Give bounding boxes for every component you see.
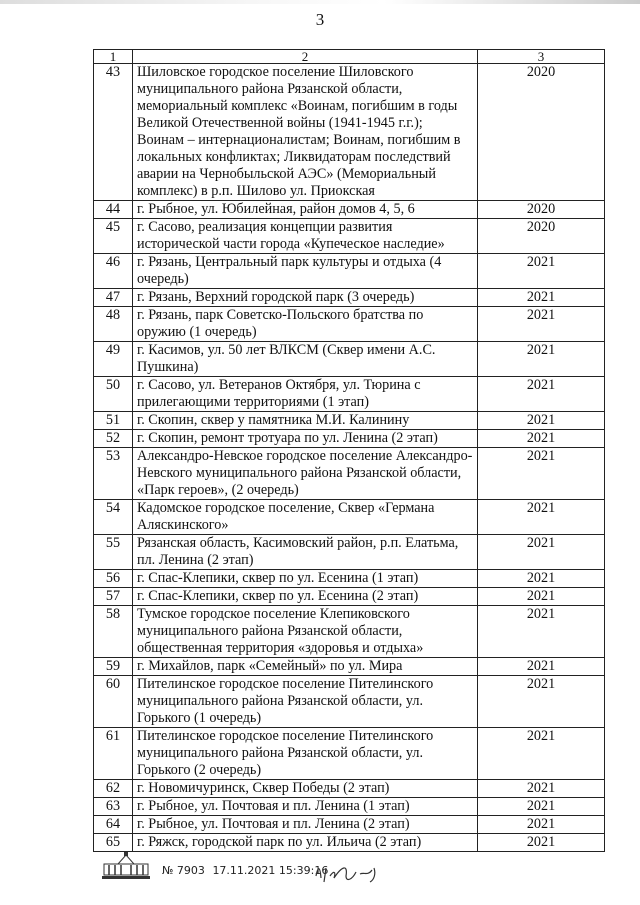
- row-number: 44: [94, 201, 133, 219]
- row-year: 2021: [478, 834, 605, 852]
- table-row: [94, 780, 605, 798]
- row-description: Рязанская область, Касимовский район, р.п. Елатьма, пл. Ленина (2 этап): [133, 535, 478, 570]
- row-year: 2021: [478, 570, 605, 588]
- row-number: 50: [94, 377, 133, 412]
- row-number: 47: [94, 289, 133, 307]
- row-description: г. Спас-Клепики, сквер по ул. Есенина (1 этап): [133, 570, 478, 588]
- row-number: 53: [94, 448, 133, 500]
- row-number: 43: [94, 64, 133, 201]
- row-year: 2020: [478, 64, 605, 201]
- table-row: [94, 219, 605, 254]
- register-table-body: [94, 50, 605, 852]
- table-row: [94, 816, 605, 834]
- table-row: [94, 430, 605, 448]
- row-year: 2021: [478, 535, 605, 570]
- row-year: 2021: [478, 500, 605, 535]
- row-year: 2021: [478, 606, 605, 658]
- row-year: 2020: [478, 201, 605, 219]
- row-year: 2021: [478, 798, 605, 816]
- row-number: 59: [94, 658, 133, 676]
- row-description: г. Сасово, реализация концепции развития исторической части города «Купеческое наследие»: [133, 219, 478, 254]
- row-number: 51: [94, 412, 133, 430]
- row-description: г. Касимов, ул. 50 лет ВЛКСМ (Сквер имени А.С. Пушкина): [133, 342, 478, 377]
- table-row: [94, 535, 605, 570]
- row-number: 63: [94, 798, 133, 816]
- table-row: [94, 64, 605, 201]
- row-number: 58: [94, 606, 133, 658]
- table-row: [94, 500, 605, 535]
- row-description: г. Рязань, Верхний городской парк (3 очередь): [133, 289, 478, 307]
- row-number: 65: [94, 834, 133, 852]
- row-number: 61: [94, 728, 133, 780]
- table-row: [94, 834, 605, 852]
- header-col-1: 1: [94, 50, 133, 64]
- row-year: 2021: [478, 289, 605, 307]
- row-description: г. Рыбное, ул. Юбилейная, район домов 4, 5, 6: [133, 201, 478, 219]
- row-year: 2021: [478, 342, 605, 377]
- row-description: г. Новомичуринск, Сквер Победы (2 этап): [133, 780, 478, 798]
- table-row: [94, 377, 605, 412]
- row-year: 2021: [478, 780, 605, 798]
- row-year: 2021: [478, 588, 605, 606]
- row-number: 60: [94, 676, 133, 728]
- row-year: 2021: [478, 254, 605, 289]
- row-description: г. Спас-Клепики, сквер по ул. Есенина (2 этап): [133, 588, 478, 606]
- row-description: Кадомское городское поселение, Сквер «Германа Аляскинского»: [133, 500, 478, 535]
- page-number: 3: [315, 10, 325, 29]
- row-year: 2021: [478, 816, 605, 834]
- row-number: 57: [94, 588, 133, 606]
- row-number: 54: [94, 500, 133, 535]
- register-table: [93, 49, 605, 852]
- table-row: [94, 570, 605, 588]
- stamp-text: [162, 864, 332, 877]
- footer-stamp: [100, 852, 400, 892]
- row-year: 2021: [478, 412, 605, 430]
- row-description: Пителинское городское поселение Пителинского муниципального района Рязанской области, ул. Горького (2 очередь): [133, 728, 478, 780]
- row-description: г. Рыбное, ул. Почтовая и пл. Ленина (1 этап): [133, 798, 478, 816]
- table-row: [94, 448, 605, 500]
- doc-number: № 7903: [162, 864, 205, 877]
- row-number: 48: [94, 307, 133, 342]
- signature: [312, 858, 382, 886]
- table-row: [94, 728, 605, 780]
- table-row: [94, 342, 605, 377]
- row-year: 2021: [478, 307, 605, 342]
- row-description: г. Рязань, Центральный парк культуры и отдыха (4 очередь): [133, 254, 478, 289]
- row-number: 45: [94, 219, 133, 254]
- row-description: Пителинское городское поселение Пителинского муниципального района Рязанской области, ул. Горького (1 очередь): [133, 676, 478, 728]
- row-year: 2020: [478, 219, 605, 254]
- row-description: г. Ряжск, городской парк по ул. Ильича (2 этап): [133, 834, 478, 852]
- row-description: г. Рязань, парк Советско-Польского братства по оружию (1 очередь): [133, 307, 478, 342]
- row-description: Шиловское городское поселение Шиловского муниципального района Рязанской области, мемориальный комплекс «Воинам, погибшим в годы Великой Отечественной войны (1941-1945 г.г.); Воинам – интернационалистам; Воинам, погибшим в локальных конфликтах; Ликвидаторам последствий аварии на Чернобыльской АЭС» (Мемориальный комплекс) в р.п. Шилово ул. Приокская: [133, 64, 478, 201]
- row-number: 46: [94, 254, 133, 289]
- table-row: [94, 676, 605, 728]
- row-number: 62: [94, 780, 133, 798]
- government-building-icon: [100, 852, 152, 880]
- table-row: [94, 307, 605, 342]
- header-col-3: 3: [478, 50, 605, 64]
- row-description: г. Сасово, ул. Ветеранов Октября, ул. Тюрина с прилегающими территориями (1 этап): [133, 377, 478, 412]
- header-col-2: 2: [133, 50, 478, 64]
- row-year: 2021: [478, 676, 605, 728]
- row-description: Тумское городское поселение Клепиковского муниципального района Рязанской области, общественная территория «здоровья и отдыха»: [133, 606, 478, 658]
- row-description: г. Скопин, ремонт тротуара по ул. Ленина (2 этап): [133, 430, 478, 448]
- row-year: 2021: [478, 430, 605, 448]
- row-year: 2021: [478, 728, 605, 780]
- row-number: 49: [94, 342, 133, 377]
- table-row: [94, 798, 605, 816]
- row-description: г. Михайлов, парк «Семейный» по ул. Мира: [133, 658, 478, 676]
- table-row: [94, 412, 605, 430]
- row-year: 2021: [478, 658, 605, 676]
- table-row: [94, 254, 605, 289]
- row-number: 64: [94, 816, 133, 834]
- table-row: [94, 658, 605, 676]
- table-row: [94, 606, 605, 658]
- row-description: Александро-Невское городское поселение Александро-Невского муниципального района Рязанской области, «Парк героев», (2 очередь): [133, 448, 478, 500]
- row-number: 55: [94, 535, 133, 570]
- table-row: [94, 289, 605, 307]
- row-number: 52: [94, 430, 133, 448]
- table-header-row: [94, 50, 605, 64]
- row-description: г. Скопин, сквер у памятника М.И. Калинину: [133, 412, 478, 430]
- table-row: [94, 588, 605, 606]
- row-year: 2021: [478, 377, 605, 412]
- row-number: 56: [94, 570, 133, 588]
- doc-datetime: 17.11.2021 15:39:16: [212, 864, 329, 877]
- scan-edge: [0, 0, 640, 4]
- table-row: [94, 201, 605, 219]
- row-year: 2021: [478, 448, 605, 500]
- row-description: г. Рыбное, ул. Почтовая и пл. Ленина (2 этап): [133, 816, 478, 834]
